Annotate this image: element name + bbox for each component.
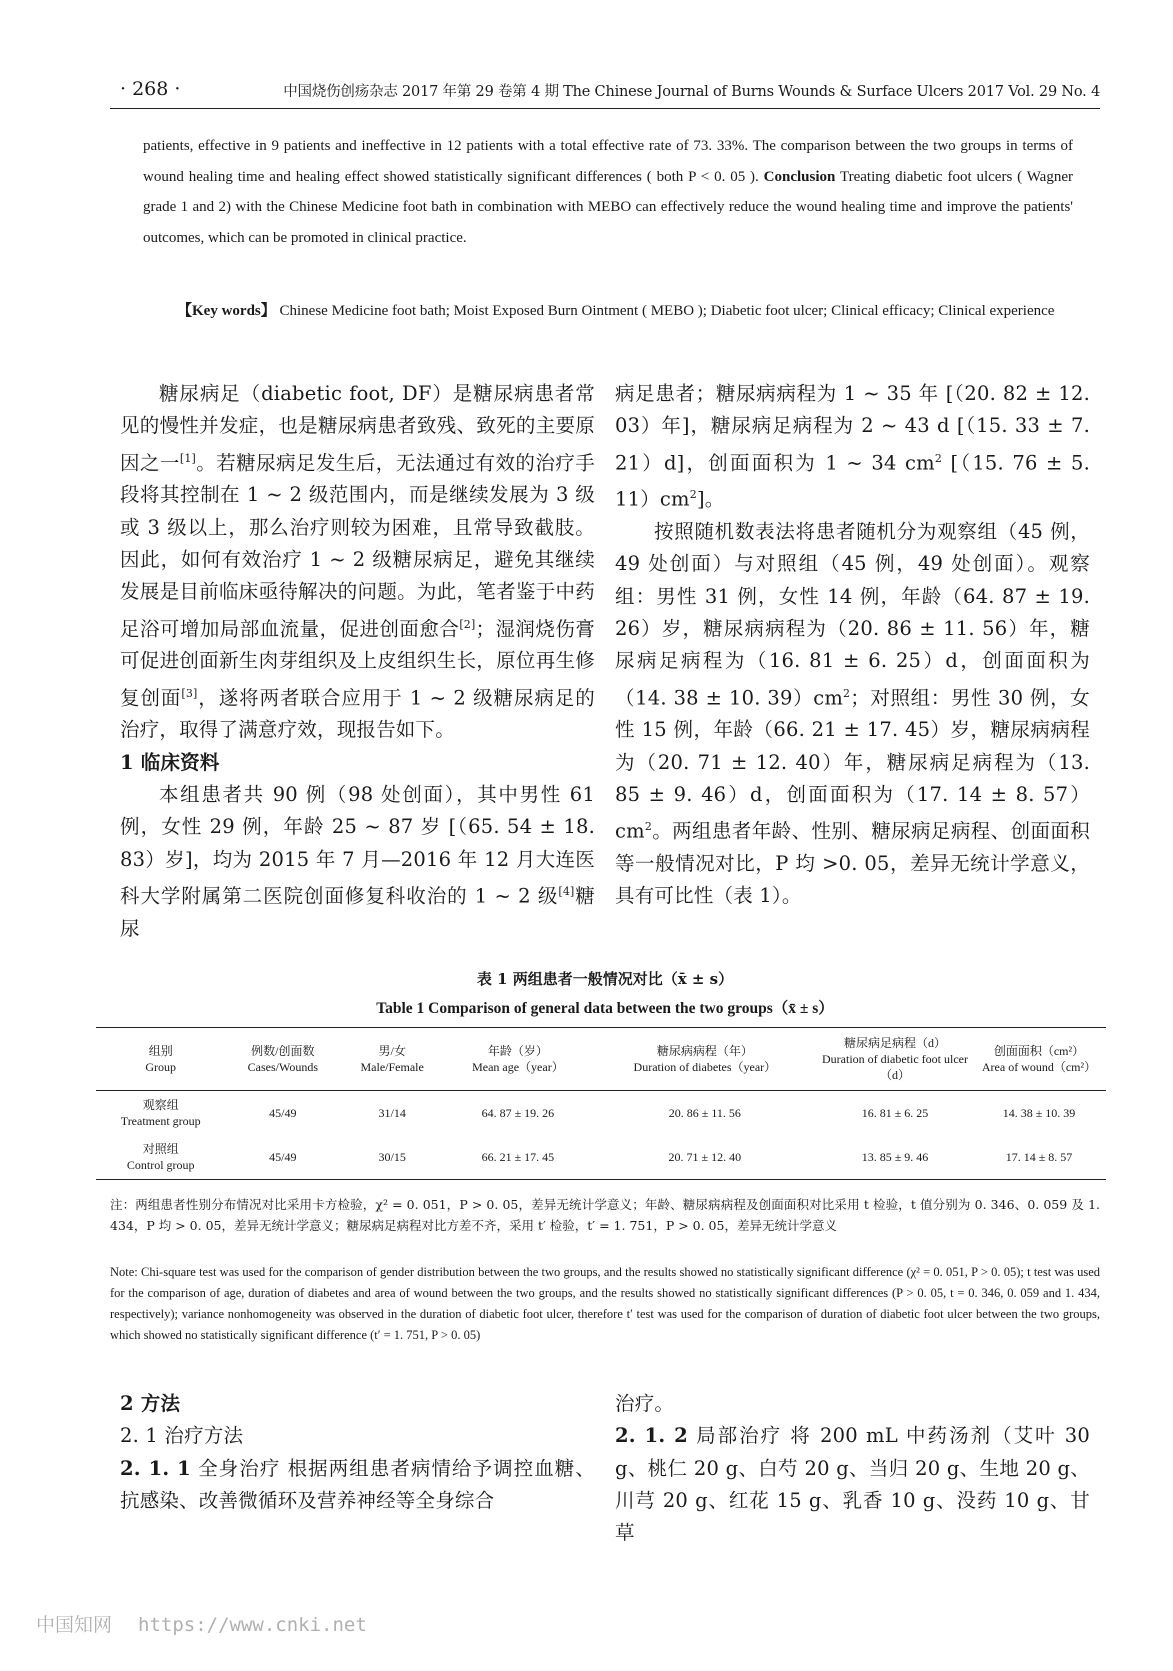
watermark bbox=[36, 1610, 367, 1637]
subsection-2-1-1: 2. 1. 1 全身治疗 根据两组患者病情给予调控血糖、抗感染、改善微循环及营养神经等全身综合 bbox=[120, 1456, 595, 1512]
col-header: 组别 Group bbox=[145, 1044, 177, 1074]
citation-4[interactable]: [4] bbox=[558, 884, 575, 898]
abstract-continuation bbox=[143, 131, 1073, 253]
table-note-en: Note: Chi-square test was used for the comparison of gender distribution between the two groups, and the results showed no statistically significant difference (χ² = 0. 051, P > 0. 05); t test was used for the comparison of age, duration of diabetes and area of wound between the two groups, and the results showed no statistically significant differences (P > 0. 05, t = 0. 346, 0. 059 and 1. 434, respectively); variance nonhomogeneity was observed in the duration of diabetic foot ulcer, therefore t′ test was used for the comparison of duration of diabetic foot ulcer between the two groups, which showed no statistically significant difference (t′ = 1. 751, P > 0. 05) bbox=[110, 1265, 1100, 1342]
col-header: 年龄（岁） Mean age（year） bbox=[472, 1044, 564, 1074]
table-1 bbox=[96, 1027, 1106, 1180]
col-header: 男/女 Male/Female bbox=[360, 1044, 424, 1074]
abstract-results: patients, effective in 9 patients and ineffective in 12 patients with a total effective rate of 73. 33%. The comparison between the two groups in terms of wound healing time and healing effect showed statistically significant differences ( both P < 0. 05 ). bbox=[143, 138, 1073, 185]
col-header: 糖尿病足病程（d） Duration of diabetic foot ulcer（d） bbox=[822, 1036, 968, 1082]
table-header-row bbox=[96, 1028, 1106, 1091]
col-header: 糖尿病病程（年） Duration of diabetes（year） bbox=[633, 1044, 777, 1074]
section-1-paragraph: 本组患者共 90 例（98 处创面），其中男性 61 例，女性 29 例，年龄 25 ~ 87 岁 [（65. 54 ± 18. 83）岁]，均为 2015 年 7 月—2016 年 12 月大连医科大学附属第二医院创面修复科收治的 1 ~ 2 级[4]糖尿 bbox=[120, 783, 595, 940]
keywords-label: 【Key words】 bbox=[177, 303, 276, 319]
continued-text: 治疗。 bbox=[615, 1392, 675, 1415]
table-row: 对照组 Control group 45/49 30/15 66. 21 ± 17. 45 20. 71 ± 12. 40 13. 85 ± 9. 46 17. 14 ± 8. 57 bbox=[96, 1135, 1106, 1180]
table-row: 观察组 Treatment group 45/49 31/14 64. 87 ± 19. 26 20. 86 ± 11. 56 16. 81 ± 6. 25 14. 38 ± 10. 39 bbox=[120, 1098, 1076, 1128]
table-caption-en: Table 1 Comparison of general data between the two groups（x̄ ± s） bbox=[376, 1000, 834, 1017]
conclusion-text: Treating diabetic foot ulcers ( Wagner grade 1 and 2) with the Chinese Medicine foot bath in combination with MEBO can effectively reduce the wound healing time and improve the patients' outcomes, which can be promoted in clinical practice. bbox=[143, 168, 1073, 246]
citation-1[interactable]: [1] bbox=[179, 451, 197, 465]
page-header bbox=[110, 78, 1100, 109]
section-2-left bbox=[120, 1388, 595, 1517]
grouping-paragraph: 按照随机数表法将患者随机分为观察组（45 例，49 处创面）与对照组（45 例，49 处创面）。观察组：男性 31 例，女性 14 例，年龄（64. 87 ± 19. 26）岁，糖尿病病程为（20. 86 ± 11. 56）年，糖尿病足病程为（16. 81 ± 6. 25）d，创面面积为（14. 38 ± 10. $39)cm^2$；对照组：男性 30 例，女性 15 例，年龄（66. 21 ± 17. 45）岁，糖尿病病程为（20. 71 ± 12. 40）年，糖尿病足病程为（13. 85 ± 9. 46）d，创面面积为（17. 14 ± 8. $57)cm^2$。两组患者年龄、性别、糖尿病足病程、创面面积等一般情况对比，P 均 >0. 05，差异无统计学意义，具有可比性（表 1）。 bbox=[615, 520, 1090, 908]
keywords-text: Chinese Medicine foot bath; Moist Exposed Burn Ointment ( MEBO ); Diabetic foot ulcer; Clinical efficacy; Clinical experience bbox=[275, 303, 1055, 319]
intro-paragraph: 糖尿病足（diabetic foot, DF）是糖尿病患者常见的慢性并发症，也是糖尿病患者致残、致死的主要原因之一[1]。若糖尿病足发生后，无法通过有效的治疗手段将其控制在 1 ~ 2 级范围内，而是继续发展为 3 级或 3 级以上，那么治疗则较为困难，且常导致截肢。因此，如何有效治疗 1 ~ 2 级糖尿病足，避免其继续发展是目前临床亟待解决的问题。为此，笔者鉴于中药足浴可增加局部血流量，促进创面愈合[2]；湿润烧伤膏可促进创面新生肉芽组织及上皮组织生长，原位再生修复创面[3]，遂将两者联合应用于 1 ~ 2 级糖尿病足的治疗，取得了满意疗效，现报告如下。 bbox=[120, 382, 595, 742]
table-caption-cn: 表 1 两组患者一般情况对比（x̄ ± s） bbox=[476, 970, 734, 988]
watermark-site: 中国知网 bbox=[36, 1614, 113, 1636]
citation-3[interactable]: [3] bbox=[181, 686, 198, 700]
table-note-cn: 注：两组患者性别分布情况对比采用卡方检验，χ² = 0. 051，P > 0. 05，差异无统计学意义；年龄、糖尿病病程及创面面积对比采用 t 检验，t 值分别为 0. 346、0. 059 及 1. 434，P 均 > 0. 05，差异无统计学意义；糖尿病足病程对比方差不齐，采用 t′ 检验，t′ = 1. 751，P > 0. 05，差异无统计学意义 bbox=[110, 1197, 1100, 1233]
continued-paragraph: 病足患者；糖尿病病程为 1 ~ 35 年 [（20. 82 ± 12. 03）年]，糖尿病足病程为 2 ~ 43 d [（15. 33 ± 7. 21）d]，创面面积为 1 ~ 34 $cm^2$ [（15. 76 ± 5. $11)cm^2$]。 bbox=[615, 382, 1090, 511]
running-title: 中国烧伤创疡杂志 2017 年第 29 卷第 4 期 The Chinese Journal of Burns Wounds & Surface Ulcers 2017 Vol. 29 No. 4 bbox=[283, 84, 1100, 100]
page-number: · 268 · bbox=[120, 78, 181, 100]
left-column bbox=[120, 378, 595, 945]
conclusion-label: Conclusion bbox=[763, 168, 836, 185]
section-1-title: 1 临床资料 bbox=[120, 750, 220, 774]
subsection-2-1: 2. 1 治疗方法 bbox=[120, 1424, 244, 1448]
watermark-url[interactable]: https://www.cnki.net bbox=[138, 1614, 367, 1636]
section-2-right bbox=[615, 1388, 1090, 1549]
keywords bbox=[143, 296, 1073, 326]
citation-2[interactable]: [2] bbox=[459, 617, 476, 631]
section-2-title: 2 方法 bbox=[120, 1392, 181, 1415]
col-header: 例数/创面数 Cases/Wounds bbox=[247, 1044, 319, 1074]
col-header: 创面面积（cm²） Area of wound（cm²） bbox=[981, 1044, 1097, 1074]
right-column bbox=[615, 378, 1090, 913]
subsection-2-1-2: 2. 1. 2 局部治疗 将 200 mL 中药汤剂（艾叶 30 g、桃仁 20 g、白芍 20 g、当归 20 g、生地 20 g、川芎 20 g、红花 15 g、乳香 10 g、没药 10 g、甘草 bbox=[615, 1424, 1090, 1545]
